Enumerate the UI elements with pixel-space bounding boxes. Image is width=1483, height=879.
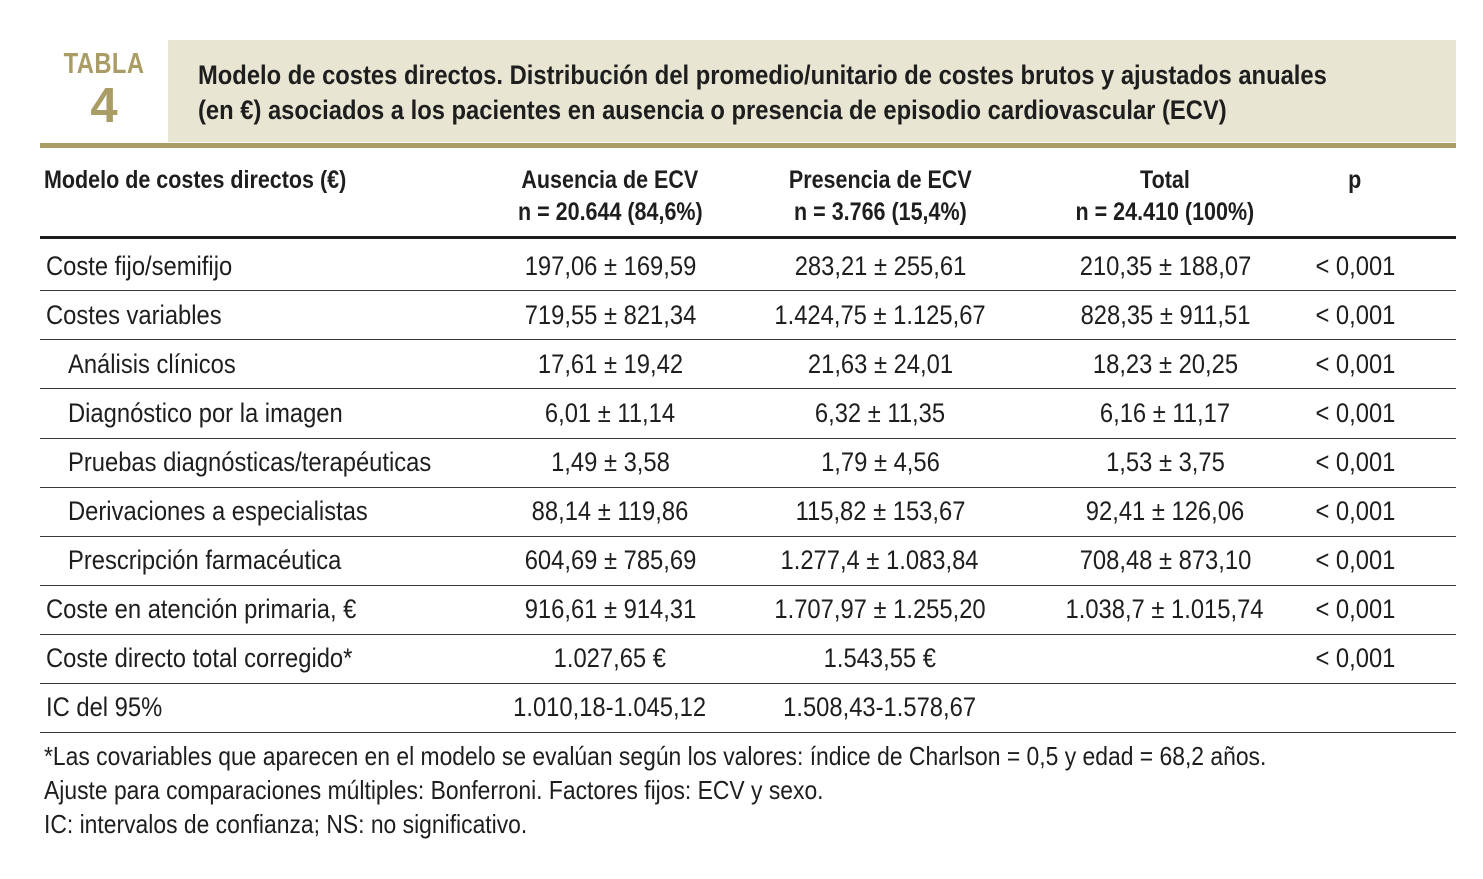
row-value-ausencia: 604,69 ± 785,69	[524, 545, 696, 575]
row-divider	[40, 438, 1456, 439]
row-value-p: < 0,001	[1315, 349, 1395, 379]
row-value-ausencia: 719,55 ± 821,34	[524, 300, 696, 330]
header-presencia	[755, 164, 1005, 228]
header-total-n: n = 24.410 (100%)	[1075, 198, 1255, 226]
row-value-p: < 0,001	[1315, 643, 1395, 673]
row-value-presencia: 283,21 ± 255,61	[794, 251, 966, 281]
row-label: Coste fijo/semifijo	[46, 251, 233, 281]
header-ausencia-title: Ausencia de ECV	[521, 166, 699, 194]
row-value-presencia: 115,82 ± 153,67	[795, 496, 965, 526]
row-divider	[40, 585, 1456, 586]
header-rule	[40, 236, 1456, 239]
table-title	[198, 58, 1327, 128]
row-value-total: 828,35 ± 911,51	[1080, 300, 1250, 330]
row-value-p: < 0,001	[1315, 251, 1395, 281]
row-value-total: 708,48 ± 873,10	[1079, 545, 1251, 575]
table-bottom-rule	[40, 732, 1456, 733]
row-value-presencia: 1,79 ± 4,56	[820, 447, 940, 477]
row-value-p: < 0,001	[1315, 594, 1395, 624]
title-line-1: Modelo de costes directos. Distribución del promedio/unitario de costes brutos y ajustados anuales	[198, 60, 1327, 90]
row-label: Coste en atención primaria, €	[46, 594, 357, 624]
row-divider	[40, 388, 1456, 389]
title-line-2: (en €) asociados a los pacientes en ausencia o presencia de episodio cardiovascular (ECV)	[198, 95, 1227, 125]
row-divider	[40, 634, 1456, 635]
row-label: Análisis clínicos	[68, 349, 236, 379]
row-value-ausencia: 916,61 ± 914,31	[524, 594, 696, 624]
row-value-presencia: 21,63 ± 24,01	[807, 349, 953, 379]
row-value-total: 6,16 ± 11,17	[1099, 398, 1231, 428]
header-total	[1040, 164, 1290, 228]
row-value-p: < 0,001	[1315, 398, 1395, 428]
header-label-text: Modelo de costes directos (€)	[44, 166, 347, 194]
table-title-box	[168, 40, 1456, 142]
footnote-ajuste: Ajuste para comparaciones múltiples: Bonferroni. Factores fijos: ECV y sexo.	[44, 775, 824, 805]
row-value-presencia: 1.277,4 ± 1.083,84	[780, 545, 979, 575]
row-value-ausencia: 6,01 ± 11,14	[544, 398, 676, 428]
row-value-total: 1,53 ± 3,75	[1105, 447, 1225, 477]
row-value-total: 210,35 ± 188,07	[1079, 251, 1251, 281]
row-value-p: < 0,001	[1315, 300, 1395, 330]
row-divider	[40, 290, 1456, 291]
row-label: Diagnóstico por la imagen	[68, 398, 343, 428]
row-value-p: < 0,001	[1315, 545, 1395, 575]
row-value-ausencia: 1,49 ± 3,58	[550, 447, 670, 477]
row-label: Costes variables	[46, 300, 222, 330]
row-label: Pruebas diagnósticas/terapéuticas	[68, 447, 432, 477]
row-label: Coste directo total corregido*	[46, 643, 353, 673]
row-value-ausencia: 197,06 ± 169,59	[524, 251, 696, 281]
tag-number: 4	[90, 79, 118, 133]
title-underline	[40, 143, 1456, 148]
row-value-presencia: 1.543,55 €	[823, 643, 937, 673]
footnote-abreviaturas: IC: intervalos de confianza; NS: no significativo.	[44, 809, 528, 839]
row-divider	[40, 487, 1456, 488]
row-value-total: 18,23 ± 20,25	[1092, 349, 1238, 379]
row-value-total: 92,41 ± 126,06	[1085, 496, 1245, 526]
header-total-title: Total	[1140, 166, 1190, 194]
row-value-ausencia: 17,61 ± 19,42	[537, 349, 683, 379]
row-label: IC del 95%	[46, 692, 163, 722]
footnote-covariables: *Las covariables que aparecen en el modelo se evalúan según los valores: índice de Charlson = 0,5 y edad = 68,2 años.	[44, 741, 1267, 771]
row-divider	[40, 536, 1456, 537]
row-value-p: < 0,001	[1315, 447, 1395, 477]
tag-label: TABLA	[63, 48, 145, 80]
header-p	[1300, 164, 1410, 196]
row-value-ausencia: 88,14 ± 119,86	[531, 496, 689, 526]
row-value-presencia: 1.707,97 ± 1.255,20	[774, 594, 986, 624]
row-divider	[40, 339, 1456, 340]
row-value-presencia: 6,32 ± 11,35	[814, 398, 946, 428]
header-p-text: p	[1348, 166, 1362, 194]
header-ausencia-n: n = 20.644 (84,6%)	[517, 198, 703, 226]
table-number-tag	[40, 40, 168, 144]
row-value-presencia: 1.508,43-1.578,67	[783, 692, 977, 722]
header-presencia-title: Presencia de ECV	[788, 166, 972, 194]
row-value-total: 1.038,7 ± 1.015,74	[1065, 594, 1264, 624]
row-value-p: < 0,001	[1315, 496, 1395, 526]
row-value-ausencia: 1.027,65 €	[553, 643, 667, 673]
header-label	[44, 164, 395, 196]
header-ausencia	[495, 164, 725, 228]
row-label: Derivaciones a especialistas	[68, 496, 368, 526]
row-divider	[40, 683, 1456, 684]
row-value-presencia: 1.424,75 ± 1.125,67	[774, 300, 986, 330]
header-presencia-n: n = 3.766 (15,4%)	[793, 198, 967, 226]
row-value-ausencia: 1.010,18-1.045,12	[513, 692, 707, 722]
row-label: Prescripción farmacéutica	[68, 545, 342, 575]
